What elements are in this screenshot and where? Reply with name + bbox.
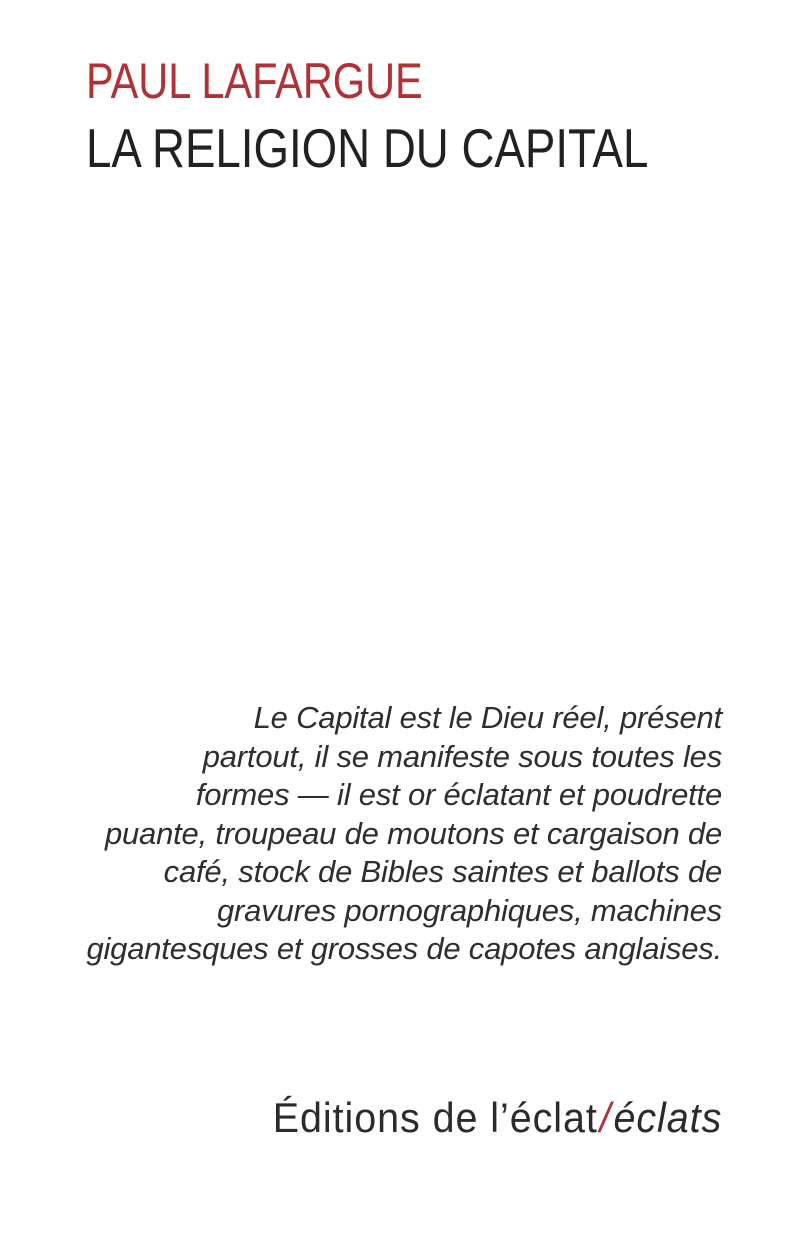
quote-line: café, stock de Bibles saintes et ballots de <box>163 854 722 889</box>
quote-line: gigantesques et grosses de capotes anglaises. <box>86 931 722 966</box>
author-name-text: PAUL LAFARGUE <box>86 53 423 109</box>
cover-quote <box>78 699 722 969</box>
quote-line: partout, il se manifeste sous toutes les <box>202 738 722 774</box>
slash-separator: / <box>599 1094 612 1141</box>
book-title-text: LA RELIGION DU CAPITAL <box>86 117 649 179</box>
publisher-name: Éditions de l’éclat <box>272 1094 598 1141</box>
quote-line: puante, troupeau de moutons et cargaison de <box>104 815 722 851</box>
quote-line: gravures pornographiques, machines <box>216 892 722 928</box>
quote-line: formes — il est or éclatant et poudrette <box>195 777 722 812</box>
publisher-logo <box>272 1093 722 1143</box>
author-name <box>86 53 492 109</box>
book-title <box>86 117 764 179</box>
quote-line: Le Capital est le Dieu réel, présent <box>253 700 722 735</box>
collection-name: éclats <box>613 1094 722 1141</box>
